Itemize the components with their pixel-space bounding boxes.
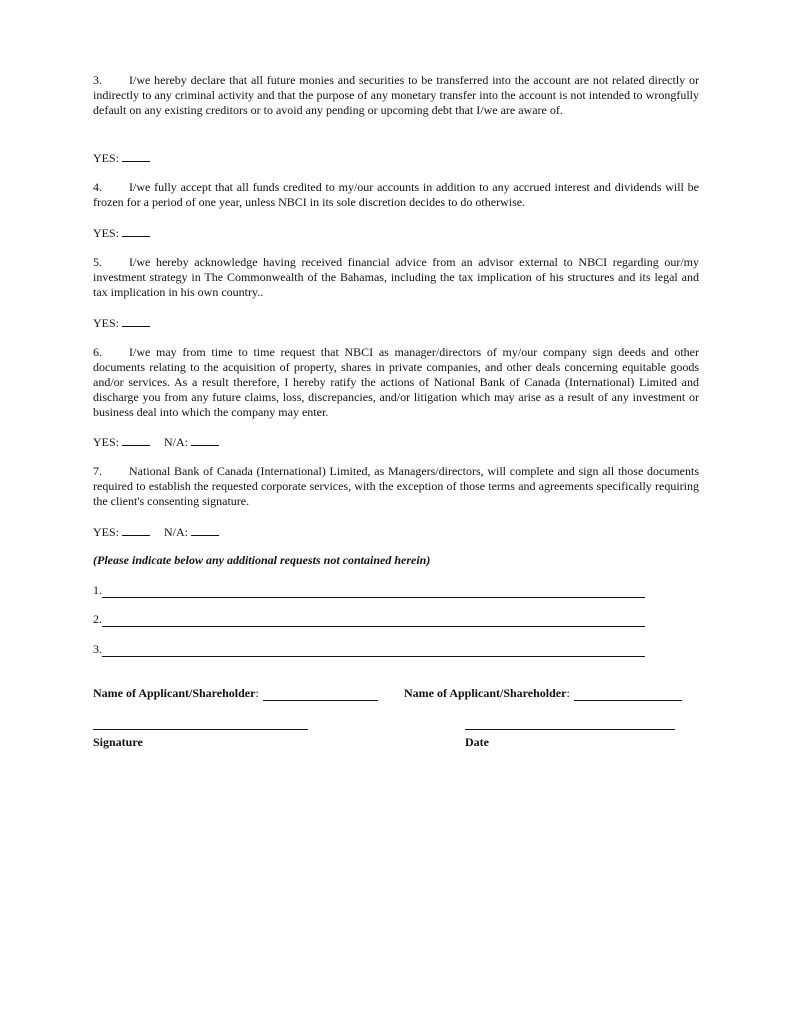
- applicant-names-row: [93, 686, 699, 701]
- additional-requests-instruction: (Please indicate below any additional requests not contained herein): [93, 553, 431, 567]
- clause-number: 3.: [93, 73, 102, 87]
- clause-text: I/we hereby acknowledge having received financial advice from an advisor external to NBCI regarding our/my investment strategy in The Commonwealth of the Bahamas, including the tax implication of his structures and its legal and tax implication in his own country..: [93, 255, 699, 299]
- request-input-line[interactable]: [102, 614, 645, 627]
- clause-number: 5.: [93, 255, 102, 269]
- clause-6-answer: [93, 434, 219, 450]
- request-number: 1.: [93, 583, 102, 597]
- clause-number: 4.: [93, 180, 102, 194]
- clause-text: National Bank of Canada (International) Limited, as Managers/directors, will complete and sign all those documents required to establish the requested corporate services, with the exception of those terms and agreements specifically requiring the client's consenting signature.: [93, 464, 699, 508]
- applicant-name-1-input[interactable]: [263, 688, 378, 701]
- clause-text: I/we fully accept that all funds credited to my/our accounts in addition to any accrued interest and dividends will be frozen for a period of one year, unless NBCI in its sole discretion decides to do otherwise.: [93, 180, 699, 209]
- clause-6: [93, 345, 699, 420]
- applicant-name-2-input[interactable]: [574, 688, 682, 701]
- request-input-line[interactable]: [102, 585, 645, 598]
- signature-line[interactable]: [93, 728, 308, 730]
- request-line-3[interactable]: [93, 642, 645, 657]
- signature-date-row: [93, 728, 699, 768]
- clause-7-answer: [93, 524, 219, 540]
- yes-label: YES:: [93, 316, 120, 330]
- request-input-line[interactable]: [102, 644, 645, 657]
- request-line-1[interactable]: [93, 583, 645, 598]
- signature-label: Signature: [93, 735, 143, 749]
- clause-3-answer: [93, 150, 150, 166]
- yes-label: YES:: [93, 435, 120, 449]
- applicant-name-1: Name of Applicant/Shareholder :: [93, 686, 404, 701]
- yes-label: YES:: [93, 226, 120, 240]
- clause-4: [93, 180, 699, 210]
- clause-number: 7.: [93, 464, 102, 478]
- clause-text: I/we may from time to time request that NBCI as manager/directors of my/our company sign deeds and other documents relating to the acquisition of property, shares in private companies, and other deals concerning equitable goods and/or services. As a result therefore, I hereby ratify the actions of National Bank of Canada (International) Limited and discharge you from any future claims, loss, discrepancies, and/or litigation which may arise as a result of any investment or business deal into which the company may enter.: [93, 345, 699, 419]
- yes-blank[interactable]: [122, 315, 150, 327]
- clause-5: [93, 255, 699, 300]
- applicant-name-2: Name of Applicant/Shareholder :: [404, 686, 682, 701]
- yes-label: YES:: [93, 525, 120, 539]
- clause-5-answer: [93, 315, 150, 331]
- clause-3: [93, 73, 699, 118]
- clause-7: [93, 464, 699, 509]
- na-blank[interactable]: [191, 524, 219, 536]
- na-label: N/A:: [164, 435, 189, 449]
- yes-blank[interactable]: [122, 150, 150, 162]
- applicant-label: Name of Applicant/Shareholder: [404, 686, 567, 700]
- na-label: N/A:: [164, 525, 189, 539]
- applicant-label: Name of Applicant/Shareholder: [93, 686, 256, 700]
- clause-number: 6.: [93, 345, 102, 359]
- yes-blank[interactable]: [122, 434, 150, 446]
- date-line[interactable]: [465, 728, 675, 730]
- date-label: Date: [465, 735, 489, 749]
- request-number: 3.: [93, 642, 102, 656]
- clause-4-answer: [93, 225, 150, 241]
- clause-text: I/we hereby declare that all future monies and securities to be transferred into the account are not related directly or indirectly to any criminal activity and that the purpose of any monetary transfer into the account is not intended to wrongfully default on any existing creditors or to avoid any pending or upcoming debt that I/we are aware of.: [93, 73, 699, 117]
- yes-blank[interactable]: [122, 524, 150, 536]
- na-blank[interactable]: [191, 434, 219, 446]
- request-number: 2.: [93, 612, 102, 626]
- yes-blank[interactable]: [122, 225, 150, 237]
- yes-label: YES:: [93, 151, 120, 165]
- request-line-2[interactable]: [93, 612, 645, 627]
